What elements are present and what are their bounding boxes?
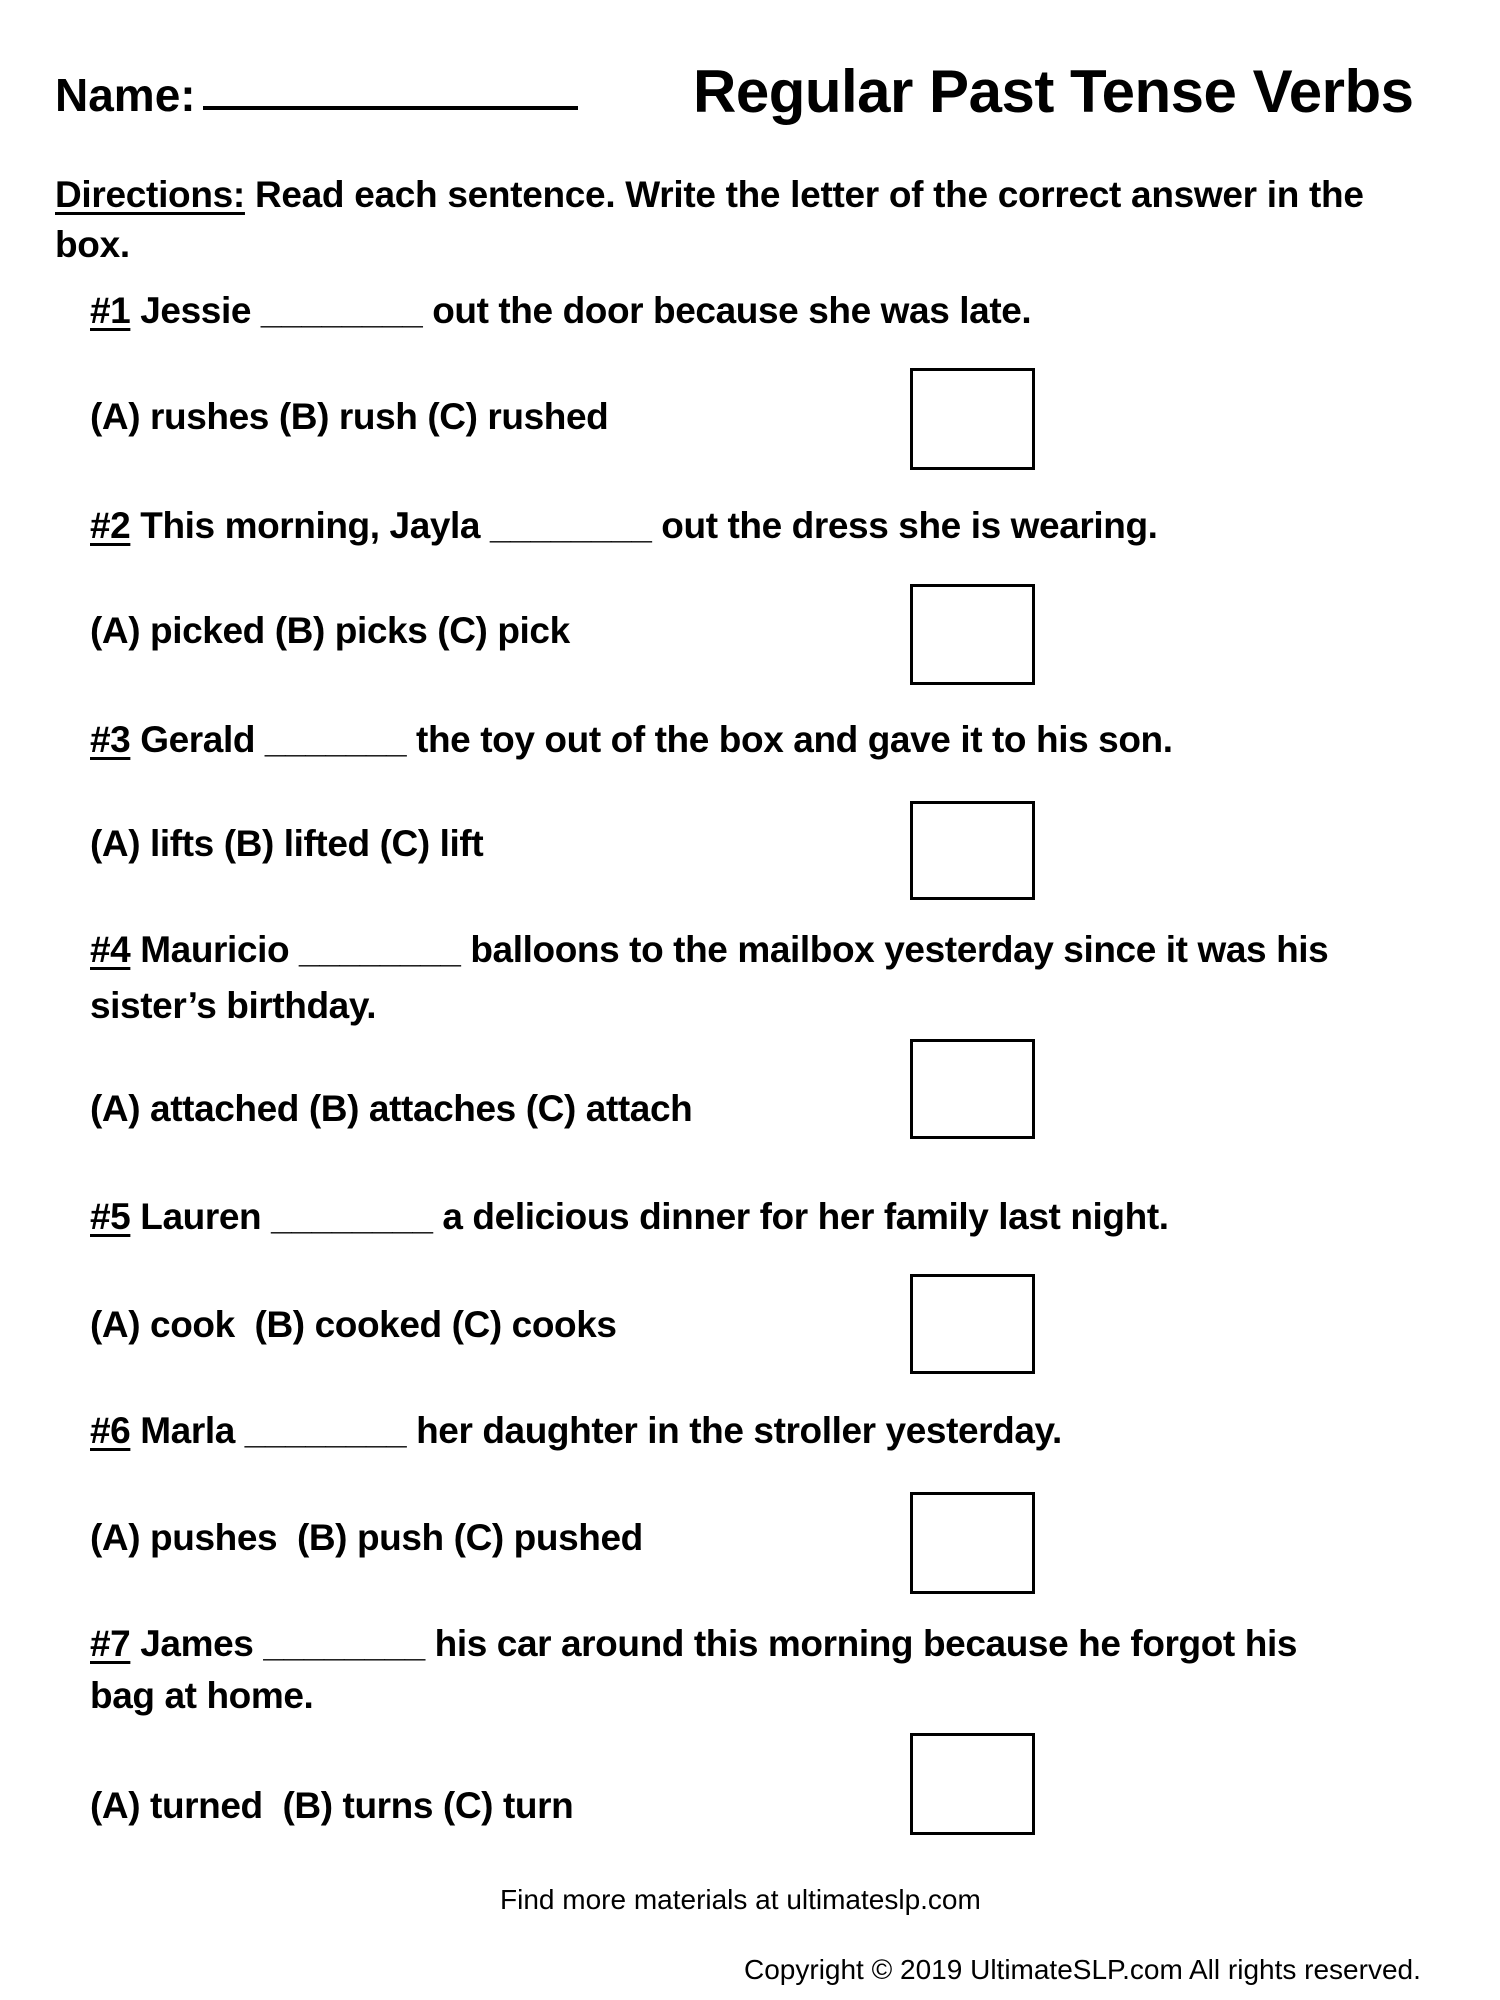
question-number: #1 [90, 290, 131, 331]
question-number: #4 [90, 929, 131, 970]
answer-box-1[interactable] [910, 368, 1035, 470]
answer-box-3[interactable] [910, 801, 1035, 900]
more-materials-text: Find more materials at ultimateslp.com [500, 1884, 981, 1915]
question-text: Mauricio ________ balloons to the mailbox yesterday since it was his [130, 929, 1329, 970]
question-7-line-2: bag at home. [90, 1675, 314, 1716]
question-5 [90, 1198, 1169, 1235]
question-6 [90, 1412, 1062, 1449]
question-4-line-2: sister’s birthday. [90, 985, 377, 1026]
question-1-options: (A) rushes (B) rush (C) rushed [90, 396, 609, 437]
directions-label: Directions: [55, 174, 245, 215]
question-4 [90, 931, 1328, 968]
name-label: Name: [55, 69, 196, 121]
page-title: Regular Past Tense Verbs [693, 58, 1414, 125]
directions-text: Read each sentence. Write the letter of the correct answer in the [244, 174, 1364, 215]
question-text: This morning, Jayla ________ out the dress she is wearing. [130, 505, 1158, 546]
question-2-options: (A) picked (B) picks (C) pick [90, 610, 570, 651]
question-text: Gerald _______ the toy out of the box and gave it to his son. [130, 719, 1173, 760]
question-1 [90, 292, 1031, 329]
answer-box-7[interactable] [910, 1733, 1035, 1835]
answer-box-6[interactable] [910, 1492, 1035, 1594]
question-number: #3 [90, 719, 131, 760]
question-7-options: (A) turned (B) turns (C) turn [90, 1785, 574, 1826]
question-number: #7 [90, 1623, 131, 1664]
question-6-options: (A) pushes (B) push (C) pushed [90, 1517, 643, 1558]
question-3 [90, 721, 1173, 758]
question-text: Lauren ________ a delicious dinner for her family last night. [130, 1196, 1169, 1237]
name-field[interactable] [203, 106, 578, 110]
question-text: Marla ________ her daughter in the stroller yesterday. [130, 1410, 1062, 1451]
question-number: #6 [90, 1410, 131, 1451]
question-text: James ________ his car around this morning because he forgot his [130, 1623, 1297, 1664]
question-7 [90, 1625, 1297, 1662]
copyright-text: Copyright © 2019 UltimateSLP.com All rights reserved. [744, 1954, 1421, 1985]
answer-box-2[interactable] [910, 584, 1035, 685]
question-3-options: (A) lifts (B) lifted (C) lift [90, 823, 484, 864]
question-2 [90, 507, 1158, 544]
directions-line-1 [55, 176, 1364, 213]
directions-line-2: box. [55, 224, 130, 265]
question-text: Jessie ________ out the door because she was late. [130, 290, 1032, 331]
question-5-options: (A) cook (B) cooked (C) cooks [90, 1304, 617, 1345]
question-number: #5 [90, 1196, 131, 1237]
answer-box-5[interactable] [910, 1274, 1035, 1374]
question-number: #2 [90, 505, 131, 546]
answer-box-4[interactable] [910, 1039, 1035, 1139]
question-4-options: (A) attached (B) attaches (C) attach [90, 1088, 693, 1129]
